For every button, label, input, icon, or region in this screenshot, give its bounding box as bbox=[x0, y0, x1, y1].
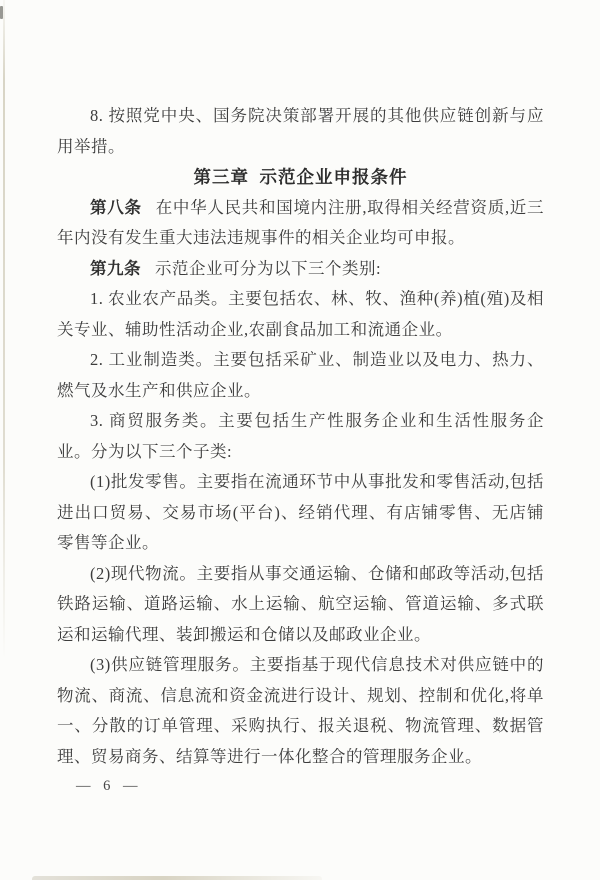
chapter-number: 第三章 bbox=[193, 167, 249, 187]
document-body bbox=[57, 101, 544, 772]
article-8-term: 第八条 bbox=[90, 197, 142, 217]
scan-speck bbox=[0, 6, 3, 19]
chapter-title: 示范企业申报条件 bbox=[259, 167, 408, 187]
page-left-edge-shadow bbox=[3, 0, 5, 660]
page-bottom-edge-shadow bbox=[32, 876, 322, 880]
list-item-8: 8. 按照党中央、国务院决策部署开展的其他供应链创新与应用举措。 bbox=[57, 106, 544, 156]
article-9-term: 第九条 bbox=[90, 258, 141, 278]
category-industry: 2. 工业制造类。主要包括采矿业、制造业以及电力、热力、燃气及水生产和供应企业。 bbox=[57, 350, 544, 400]
article-8 bbox=[57, 193, 544, 254]
page-number: — 6 — bbox=[76, 778, 141, 794]
category-trade-services: 3. 商贸服务类。主要包括生产性服务企业和生活性服务企业。分为以下三个子类: bbox=[57, 411, 544, 461]
article-9-text: 示范企业可分为以下三个类别: bbox=[155, 258, 382, 278]
category-agriculture: 1. 农业农产品类。主要包括农、林、牧、渔种(养)植(殖)及相关专业、辅助性活动企业,农副食品加工和流通企业。 bbox=[57, 289, 544, 339]
article-9 bbox=[57, 254, 544, 285]
chapter-heading bbox=[57, 162, 544, 193]
subcategory-scm-services: (3)供应链管理服务。主要指基于现代信息技术对供应链中的物流、商流、信息流和资金流进行设计、规划、控制和优化,将单一、分散的订单管理、采购执行、报关退税、物流管理、数据管理、贸易商务、结算等进行一体化整合的管理服务企业。 bbox=[57, 655, 544, 766]
article-8-text: 在中华人民共和国境内注册,取得相关经营资质,近三年内没有发生重大违法违规事件的相关企业均可申报。 bbox=[57, 197, 545, 247]
subcategory-wholesale-retail: (1)批发零售。主要指在流通环节中从事批发和零售活动,包括进出口贸易、交易市场(平台)、经销代理、有店铺零售、无店铺零售等企业。 bbox=[57, 472, 544, 552]
subcategory-modern-logistics: (2)现代物流。主要指从事交通运输、仓储和邮政等活动,包括铁路运输、道路运输、水上运输、航空运输、管道运输、多式联运和运输代理、装卸搬运和仓储以及邮政业企业。 bbox=[57, 563, 544, 644]
